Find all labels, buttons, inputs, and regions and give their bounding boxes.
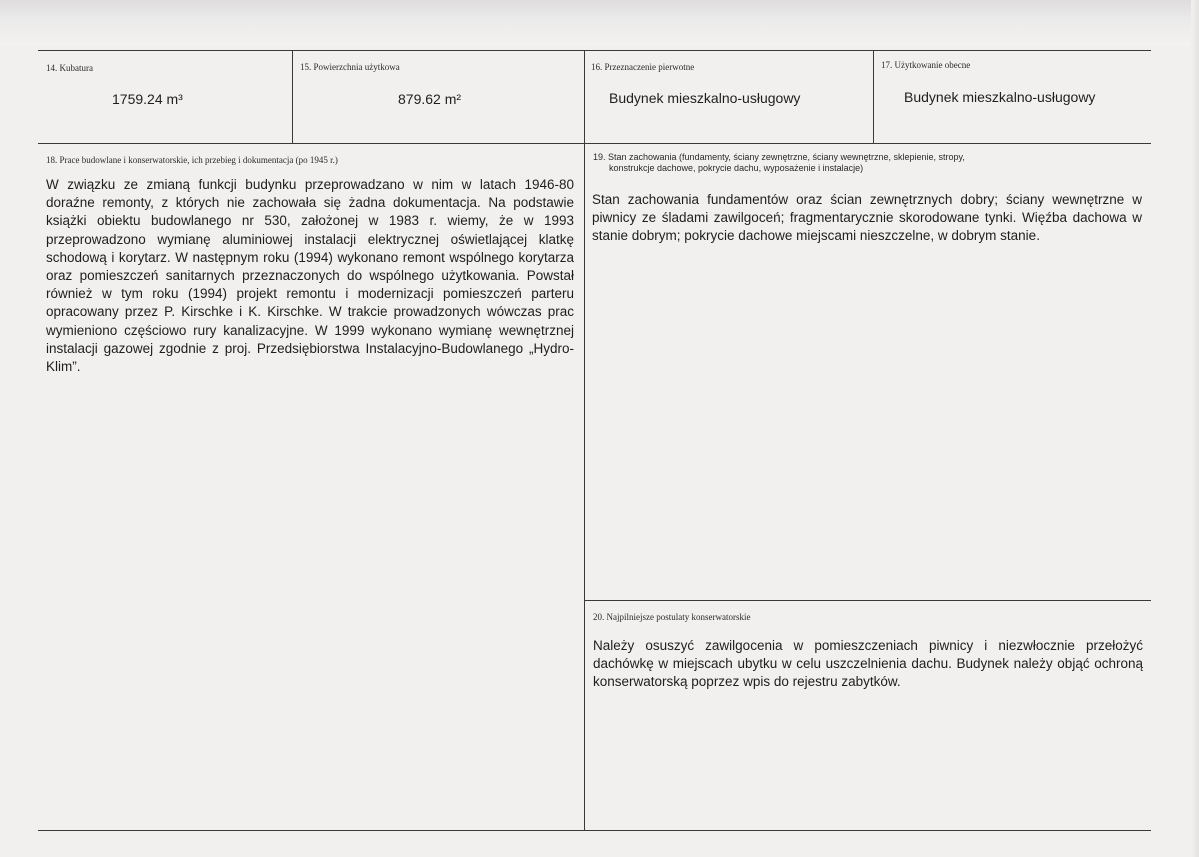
field17-value: Budynek mieszkalno-usługowy xyxy=(904,89,1096,105)
field19-label-line2: konstrukcje dachowe, pokrycie dachu, wyposażenie i instalacje) xyxy=(609,163,864,173)
field14-label: 14. Kubatura xyxy=(46,63,93,73)
field16-label: 16. Przeznaczenie pierwotne xyxy=(591,62,695,72)
field19-label-line1: 19. Stan zachowania (fundamenty, ściany zewnętrzne, ściany wewnętrzne, sklepienie, stropy, xyxy=(593,152,965,162)
field17-label: 17. Użytkowanie obecne xyxy=(881,60,971,70)
bottom-border xyxy=(38,830,1151,831)
field18-label: 18. Prace budowlane i konserwatorskie, ich przebieg i dokumentacja (po 1945 r.) xyxy=(46,155,338,165)
field15-label: 15. Powierzchnia użytkowa xyxy=(300,62,400,72)
field20-top-border xyxy=(585,600,1151,601)
divider-14-15 xyxy=(292,50,293,143)
field20-text: Należy osuszyć zawilgocenia w pomieszczeniach piwnicy i niezwłocznie przełożyć dachówkę w miejscach ubytku w celu uszczelnienia dachu. Budynek należy objąć ochroną konserwatorską poprzez wpis do rejestru zabytków. xyxy=(593,638,1143,690)
row1-bottom-border xyxy=(38,143,1151,144)
divider-16-17 xyxy=(873,50,874,143)
field14-value: 1759.24 m³ xyxy=(112,91,183,107)
scan-right-edge xyxy=(1191,0,1199,857)
field18-text: W związku ze zmianą funkcji budynku przeprowadzano w nim w latach 1946-80 doraźne remonty, z których nie zachowała się żadna dokumentacja. Na podstawie książki obiektu budowlanego nr 530, założonej w 1983 r. wiemy, że w 1993 przeprowadzono wymianę aluminiowej instalacji elektrycznej oświetlającej klatkę schodową i korytarz. W następnym roku (1994) wykonano remont wspólnego korytarza oraz pomieszczeń sanitarnych przeznaczonych do wspólnego użytkowania. Powstał również w tym roku (1994) projekt remontu i modernizacji pomieszczeń parteru opracowany przez P. Kirschke i K. Kirschke. W trakcie prowadzonych wówczas prac wymieniono częściowo rury kanalizacyjne. W 1999 wykonano wymianę wewnętrznej instalacji gazowej zgodnie z proj. Przedsiębiorstwa Instalacyjno-Budowlanego „Hydro-Klim”. xyxy=(46,177,574,375)
field16-value: Budynek mieszkalno-usługowy xyxy=(609,90,801,106)
field19-text: Stan zachowania fundamentów oraz ścian zewnętrznych dobry; ściany wewnętrzne w piwnicy ze śladami zawilgoceń; fragmentarycznie skorodowane tynki. Więźba dachowa w stanie dobrym; pokrycie dachowe miejscami nieszczelne, w dobrym stanie. xyxy=(592,192,1142,244)
scan-top-edge xyxy=(0,0,1199,46)
divider-main xyxy=(584,50,585,830)
top-border xyxy=(38,50,1151,51)
field15-value: 879.62 m² xyxy=(398,91,462,107)
field20-label: 20. Najpilniejsze postulaty konserwatorskie xyxy=(593,612,751,622)
